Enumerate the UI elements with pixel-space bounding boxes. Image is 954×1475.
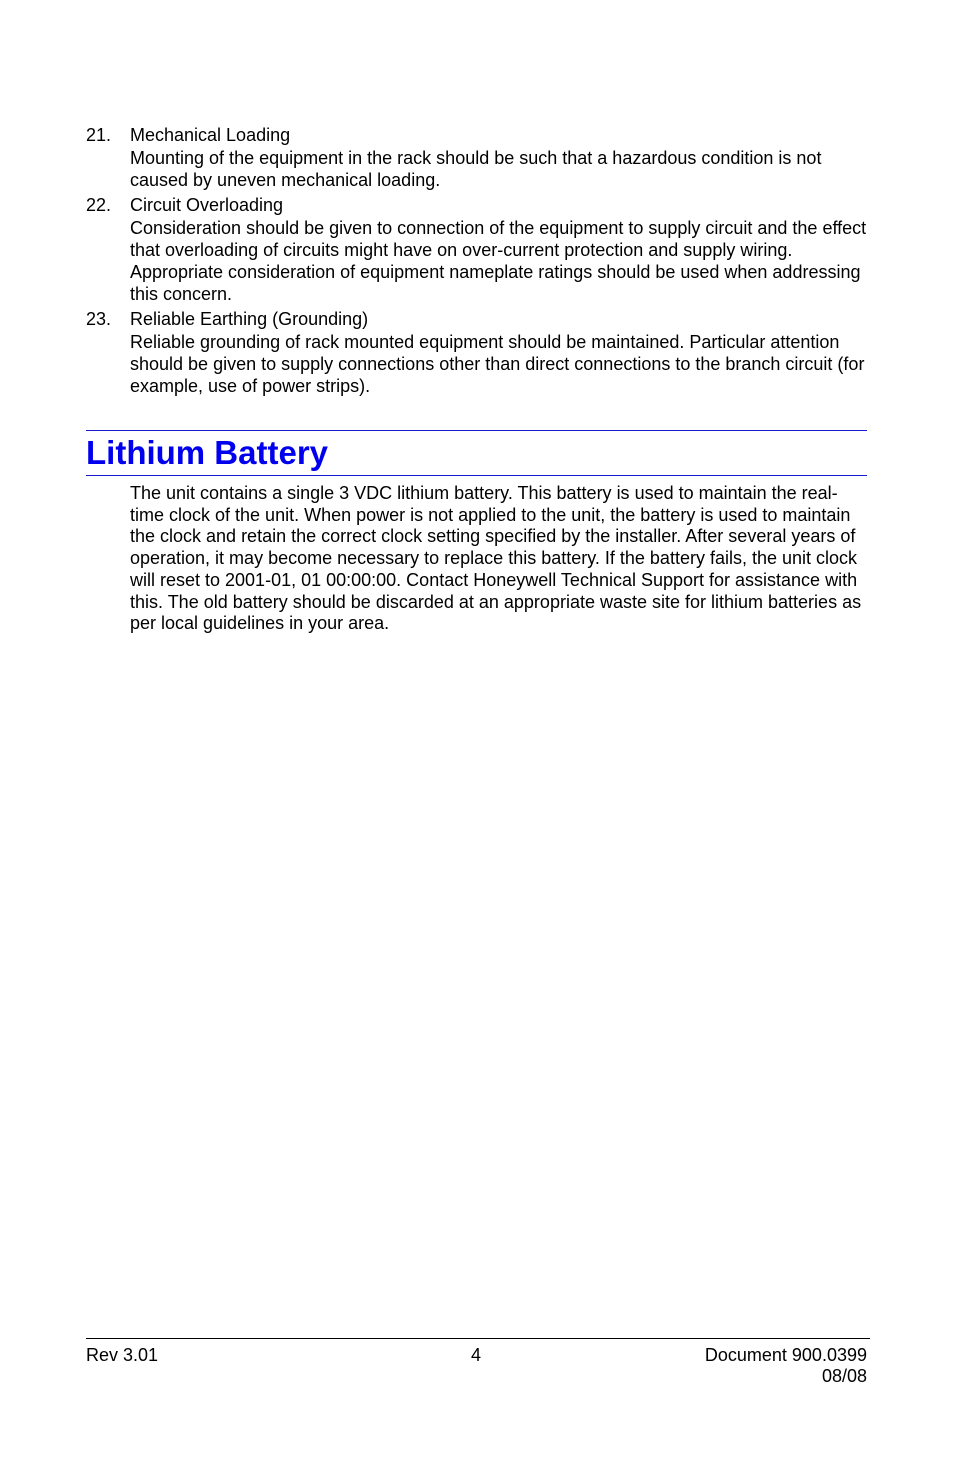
item-title: Circuit Overloading bbox=[130, 195, 284, 215]
section-body: The unit contains a single 3 VDC lithium battery. This battery is used to maintain the real-time clock of the unit. When power is not applied to the unit, the battery is used to maintain the clock and retain the correct clock setting specified by the installer. After several years of operation, it may become necessary to replace this battery. If the battery fails, the unit clock will reset to 2001-01, 01 00:00:00. Contact Honeywell Technical Support for assistance with this. The old battery should be discarded at an appropriate waste site for lithium batteries as per local guidelines in your area. bbox=[130, 483, 862, 634]
item-body: Consideration should be given to connection of the equipment to supply circuit and the effect that overloading of circuits might have on over-current protection and supply wiring. Appropriate consideration of equipment nameplate ratings should be used when addressing this concern. bbox=[130, 218, 867, 304]
list-item bbox=[86, 193, 868, 305]
item-number: 23. bbox=[86, 309, 112, 329]
numbered-list bbox=[86, 123, 868, 399]
list-item bbox=[86, 123, 868, 191]
item-title: Reliable Earthing (Grounding) bbox=[130, 309, 369, 329]
list-item bbox=[86, 307, 868, 397]
footer-document-number: Document 900.0399 bbox=[704, 1345, 867, 1365]
footer-document-info bbox=[705, 1345, 867, 1387]
heading-rule-bottom bbox=[86, 475, 867, 476]
item-body: Mounting of the equipment in the rack should be such that a hazardous condition is not caused by uneven mechanical loading. bbox=[130, 148, 822, 190]
section-heading: Lithium Battery bbox=[86, 434, 329, 471]
footer-page-number: 4 bbox=[471, 1345, 482, 1365]
item-body: Reliable grounding of rack mounted equipment should be maintained. Particular attention should be given to supply connections other than direct connections to the branch circuit (for example, use of power strips). bbox=[130, 332, 865, 396]
item-title: Mechanical Loading bbox=[130, 125, 291, 145]
item-number: 22. bbox=[86, 195, 112, 215]
footer-date: 08/08 bbox=[821, 1366, 867, 1386]
item-number: 21. bbox=[86, 125, 112, 145]
footer-revision: Rev 3.01 bbox=[86, 1345, 159, 1365]
footer-rule bbox=[86, 1338, 870, 1339]
